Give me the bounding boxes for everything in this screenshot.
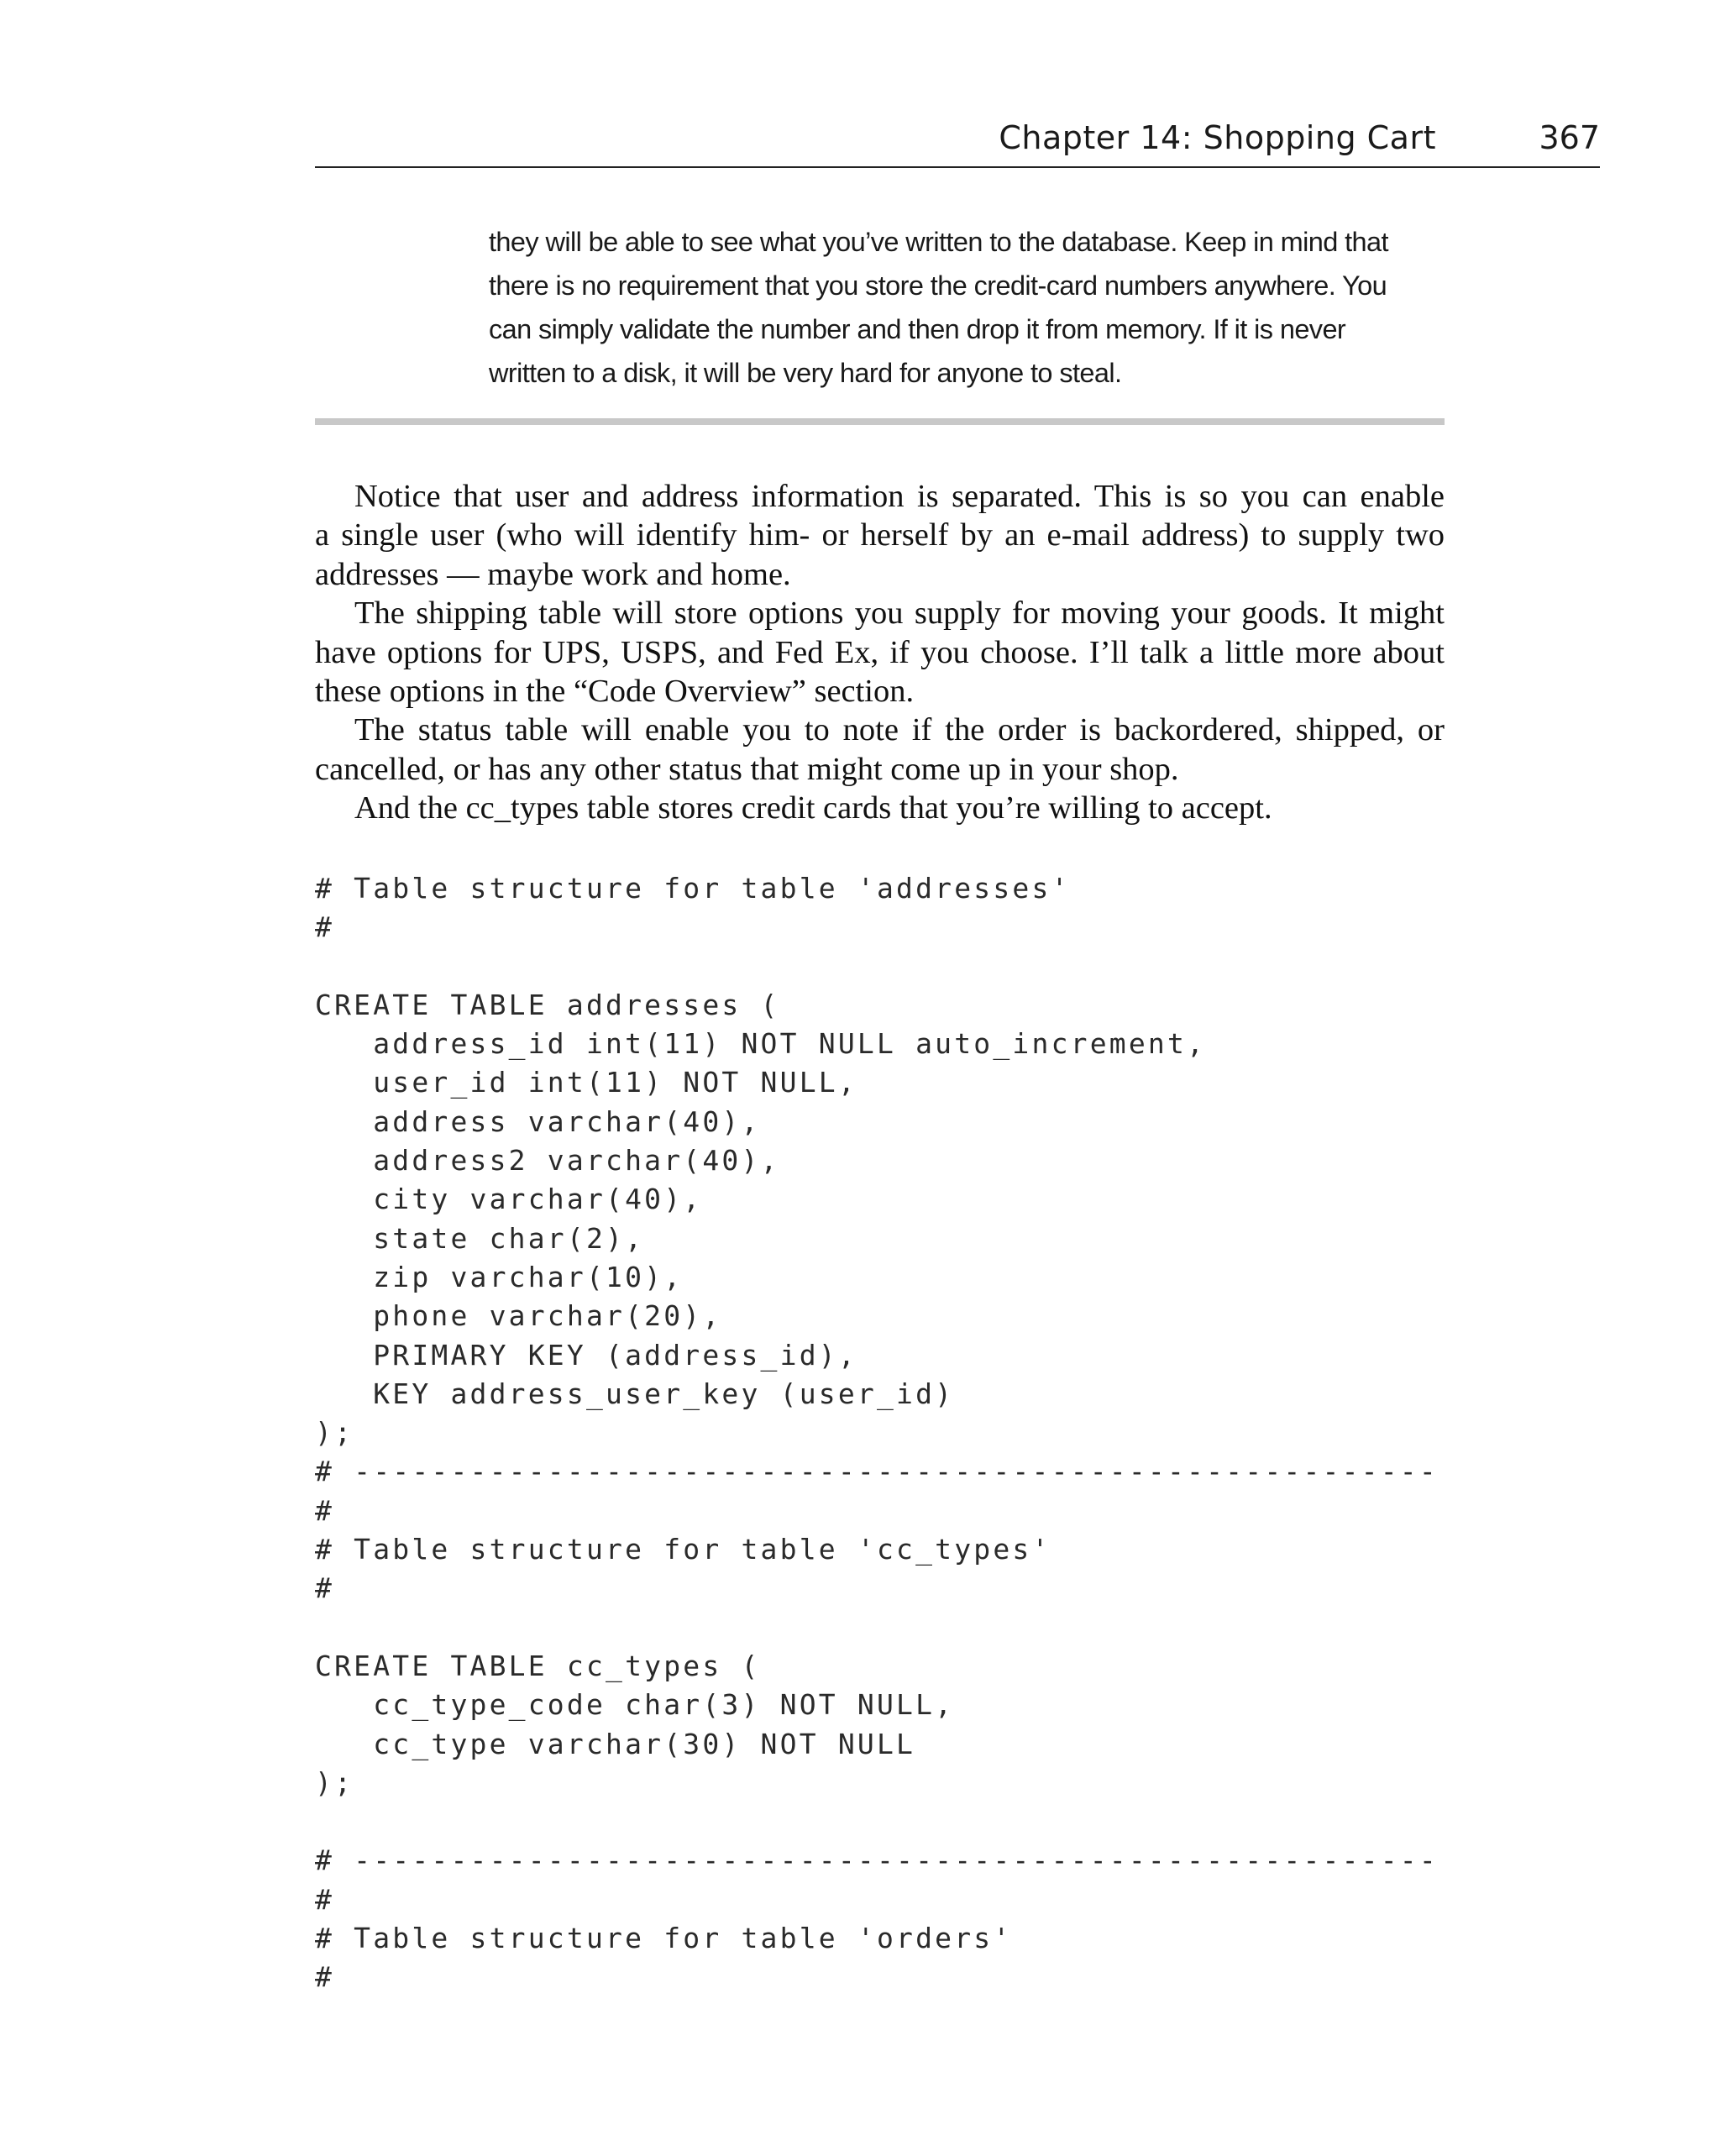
code-line: state char(2), (315, 1221, 645, 1255)
code-line (315, 1608, 1491, 1647)
code-line: cc_type varchar(30) NOT NULL (315, 1727, 916, 1760)
code-line: user_id int(11) NOT NULL, (315, 1066, 857, 1099)
code-line (315, 947, 1491, 986)
code-line: address2 varchar(40), (315, 1144, 780, 1178)
code-line: # (315, 1493, 335, 1527)
code-line: # -------------------------------------------------------- (315, 1844, 1439, 1877)
code-line: address varchar(40), (315, 1104, 761, 1138)
code-line: CREATE TABLE cc_types ( (315, 1649, 761, 1682)
code-line: ); (315, 1416, 354, 1450)
paragraph-line: have options for UPS, USPS, and Fed Ex, if you choose. I’ll talk a little more about (315, 634, 1445, 670)
paragraph-line: The shipping table will store options you supply for moving your goods. It might (354, 595, 1445, 632)
body-paragraphs (315, 477, 1445, 828)
code-line: ); (315, 1765, 354, 1799)
paragraph-line: a single user (who will identify him- or herself by an e-mail address) to supply two (315, 517, 1445, 553)
code-line: city varchar(40), (315, 1183, 703, 1216)
note-divider (315, 418, 1445, 425)
code-line: cc_type_code char(3) NOT NULL, (315, 1688, 955, 1722)
running-header (315, 116, 1600, 168)
code-line: phone varchar(20), (315, 1299, 722, 1333)
code-line: # (315, 1960, 335, 1994)
page-number: 367 (1539, 119, 1600, 156)
code-line: PRIMARY KEY (address_id), (315, 1338, 857, 1372)
note-line: they will be able to see what you’ve written to the database. Keep in mind that (489, 227, 1388, 257)
paragraph-line: these options in the “Code Overview” section. (315, 674, 915, 710)
code-listing (315, 869, 1491, 1997)
paragraph-line: The status table will enable you to note if the order is backordered, shipped, or (354, 712, 1445, 748)
code-line: # -------------------------------------------------------- (315, 1455, 1439, 1488)
note-line: written to a disk, it will be very hard for anyone to steal. (489, 358, 1122, 388)
code-line (315, 1802, 1491, 1841)
code-line: zip varchar(10), (315, 1260, 684, 1293)
code-line: # Table structure for table 'orders' (315, 1922, 1013, 1955)
sidebar-note (489, 220, 1446, 395)
code-line: KEY address_user_key (user_id) (315, 1377, 955, 1410)
code-line: # Table structure for table 'addresses' (315, 872, 1071, 905)
chapter-title: Chapter 14: Shopping Cart (999, 119, 1436, 156)
code-line: # (315, 1882, 335, 1916)
code-line: # (315, 1571, 335, 1605)
code-line: CREATE TABLE addresses ( (315, 988, 780, 1021)
paragraph-line: addresses — maybe work and home. (315, 556, 791, 592)
code-line: # (315, 910, 335, 944)
paragraph-line: cancelled, or has any other status that might come up in your shop. (315, 751, 1179, 787)
paragraph-line: And the cc_types table stores credit cards that you’re willing to accept. (354, 790, 1272, 826)
code-line: # Table structure for table 'cc_types' (315, 1533, 1051, 1566)
note-line: can simply validate the number and then drop it from memory. If it is never (489, 314, 1346, 344)
paragraph-line: Notice that user and address information is separated. This is so you can enable (354, 479, 1445, 514)
code-line: address_id int(11) NOT NULL auto_increment, (315, 1027, 1207, 1061)
note-line: there is no requirement that you store the credit-card numbers anywhere. You (489, 270, 1387, 301)
